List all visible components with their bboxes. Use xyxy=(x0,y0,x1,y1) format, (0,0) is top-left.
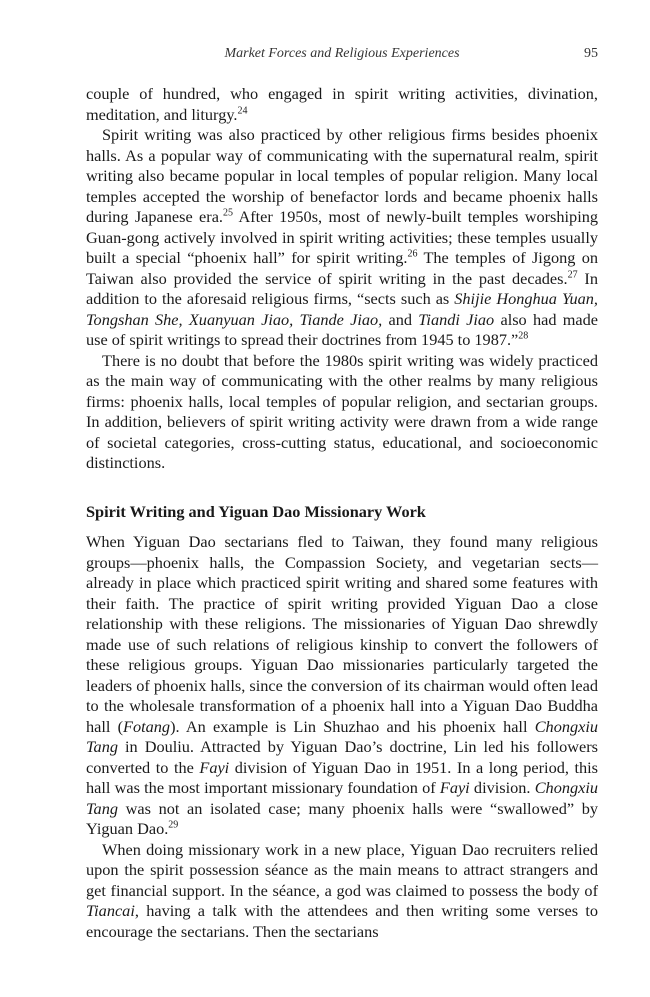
italic-text: Fotang xyxy=(123,716,171,736)
italic-text: Chongxiu Tang xyxy=(86,778,598,818)
text-span: also had made use of spirit writings to spread their doctrines from 1945 to 1987.” xyxy=(86,309,599,349)
italic-text: Tiancai xyxy=(86,901,135,920)
section-heading: Spirit Writing and Yiguan Dao Missionary Work xyxy=(86,501,426,521)
text-span: There is no doubt that before the 1980s spirit writing was widely practiced as the main way of communicating with the other realms by many religious firms: phoenix halls, local temples of popular religion, and sectarian groups. In addition, believers of spirit writing activity were drawn from a wide range of societal categories, cross-cutting status, educational, and socioeconomic distinctions. xyxy=(86,350,598,472)
footnote-ref-26: 26 xyxy=(407,248,418,260)
italic-text: Shijie Honghua Yuan, Tongshan She, Xuanyuan Jiao, Tiande Jiao, xyxy=(86,289,598,329)
paragraph-4 xyxy=(86,532,598,840)
paragraph-5 xyxy=(86,840,598,943)
text-span: and xyxy=(382,309,419,329)
text-span: in Douliu. Attracted by Yiguan Dao’s doctrine, Lin led his followers converted to the xyxy=(86,737,598,777)
footnote-ref-29: 29 xyxy=(168,819,179,831)
body-text xyxy=(86,84,598,942)
italic-text: Chongxiu Tang xyxy=(86,716,598,756)
paragraph-3 xyxy=(86,351,598,474)
footnote-ref-27: 27 xyxy=(567,269,578,281)
footnote-ref-24: 24 xyxy=(237,105,248,117)
text-span: In addition to the aforesaid religious firms, “sects such as xyxy=(86,268,598,308)
text-span: Spirit writing was also practiced by other religious firms besides phoenix halls. As a popular way of communicating with the supernatural realm, spirit writing also became popular in local temples of popular religion. Many local temples accepted the worship of benefactor lords and became phoenix halls during Japanese era. xyxy=(86,125,598,226)
italic-text: Fayi xyxy=(199,757,230,777)
italic-text: Fayi xyxy=(439,778,470,797)
text-span: After 1950s, most of newly-built temples worshiping Guan-gong actively involved in spirit writing activities; these temples usually built a special “phoenix hall” for spirit writing. xyxy=(86,207,599,267)
italic-text: Tiandi Jiao xyxy=(418,309,495,329)
paragraph-2 xyxy=(86,125,598,351)
footnote-ref-25: 25 xyxy=(223,207,233,219)
page-number: 95 xyxy=(584,46,598,61)
text-span: The temples of Jigong on Taiwan also provided the service of spirit writing in the past decades. xyxy=(86,248,598,288)
text-span: was not an isolated case; many phoenix halls were “swallowed” by Yiguan Dao. xyxy=(86,798,598,838)
text-span: division of Yiguan Dao in 1951. In a long period, this hall was the most important missionary foundation of xyxy=(86,757,598,797)
running-head xyxy=(86,46,598,68)
paragraph-1 xyxy=(86,84,598,125)
running-head-title: Market Forces and Religious Experiences xyxy=(224,46,460,61)
text-span: When doing missionary work in a new place, Yiguan Dao recruiters relied upon the spirit possession séance as the main means to attract strangers and get financial support. In the séance, a god was claimed to possess the body of xyxy=(86,839,598,900)
text-span: ). An example is Lin Shuzhao and his phoenix hall xyxy=(170,716,535,736)
text-span: , having a talk with the attendees and then writing some verses to encourage the sectarians. Then the sectarians xyxy=(86,901,598,941)
footnote-ref-28: 28 xyxy=(518,330,529,342)
text-span: division. xyxy=(469,778,535,797)
text-span: couple of hundred, who engaged in spirit writing activities, divination, meditation, and liturgy. xyxy=(86,84,598,124)
text-span: When Yiguan Dao sectarians fled to Taiwan, they found many religious groups—phoenix halls, the Compassion Society, and vegetarian sects—already in place which practiced spirit writing and shared some features with their faith. The practice of spirit writing provided Yiguan Dao a close relationship with these religions. The missionaries of Yiguan Dao shrewdly made use of such relations of religious kinship to convert the followers of these religious groups. Yiguan Dao missionaries particularly targeted the leaders of phoenix halls, since the conversion of its chairman would often lead to the wholesale transformation of a phoenix hall into a Yiguan Dao Buddha hall ( xyxy=(86,532,598,736)
